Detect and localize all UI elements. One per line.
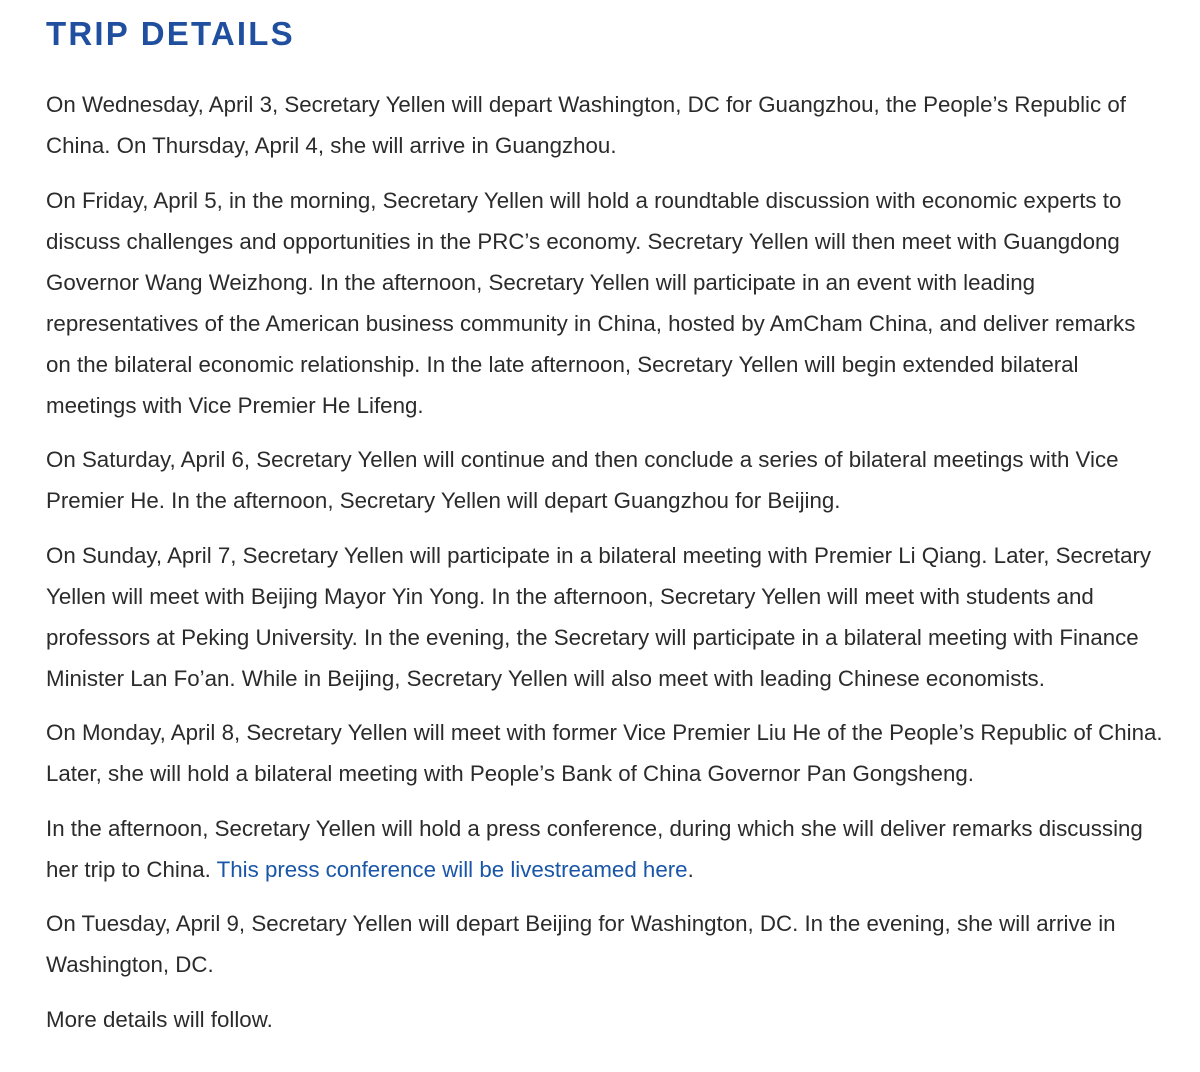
paragraph-april-7: On Sunday, April 7, Secretary Yellen will participate in a bilateral meeting with Premier Li Qiang. Later, Secretary Yellen will meet with Beijing Mayor Yin Yong. In the afternoon, Secretary Yellen will meet with students and professors at Peking University. In the evening, the Secretary will participate in a bilateral meeting with Finance Minister Lan Fo’an. While in Beijing, Secretary Yellen will also meet with leading Chinese economists. [46,542,1152,691]
press-conference-period: . [687,856,694,882]
section-heading: TRIP DETAILS [46,15,295,52]
paragraph-april-5: On Friday, April 5, in the morning, Secretary Yellen will hold a roundtable discussion with economic experts to discuss challenges and opportunities in the PRC’s economy. Secretary Yellen will then meet with Guangdong Governor Wang Weizhong. In the afternoon, Secretary Yellen will participate in an event with leading representatives of the American business community in China, hosted by AmCham China, and deliver remarks on the bilateral economic relationship. In the late afternoon, Secretary Yellen will begin extended bilateral meetings with Vice Premier He Lifeng. [46,187,1136,418]
paragraph-april-6: On Saturday, April 6, Secretary Yellen will continue and then conclude a series of bilateral meetings with Vice Premier He. In the afternoon, Secretary Yellen will depart Guangzhou for Beijing. [46,447,1119,513]
paragraph-april-9: On Tuesday, April 9, Secretary Yellen will depart Beijing for Washington, DC. In the evening, she will arrive in Washington, DC. [46,911,1116,977]
paragraph-more-details: More details will follow. [46,1006,273,1032]
press-conference-text: In the afternoon, Secretary Yellen will hold a press conference, during which she will deliver remarks discussing her trip to China. [46,815,1143,882]
livestream-link[interactable]: This press conference will be livestreamed here [216,856,688,882]
paragraph-april-3: On Wednesday, April 3, Secretary Yellen will depart Washington, DC for Guangzhou, the People’s Republic of China. On Thursday, April 4, she will arrive in Guangzhou. [46,92,1126,158]
paragraph-april-8: On Monday, April 8, Secretary Yellen will meet with former Vice Premier Liu He of the People’s Republic of China. Later, she will hold a bilateral meeting with People’s Bank of China Governor Pan Gongsheng. [46,720,1163,786]
paragraph-press-conference [46,808,1166,890]
trip-details-body [46,84,1166,1053]
